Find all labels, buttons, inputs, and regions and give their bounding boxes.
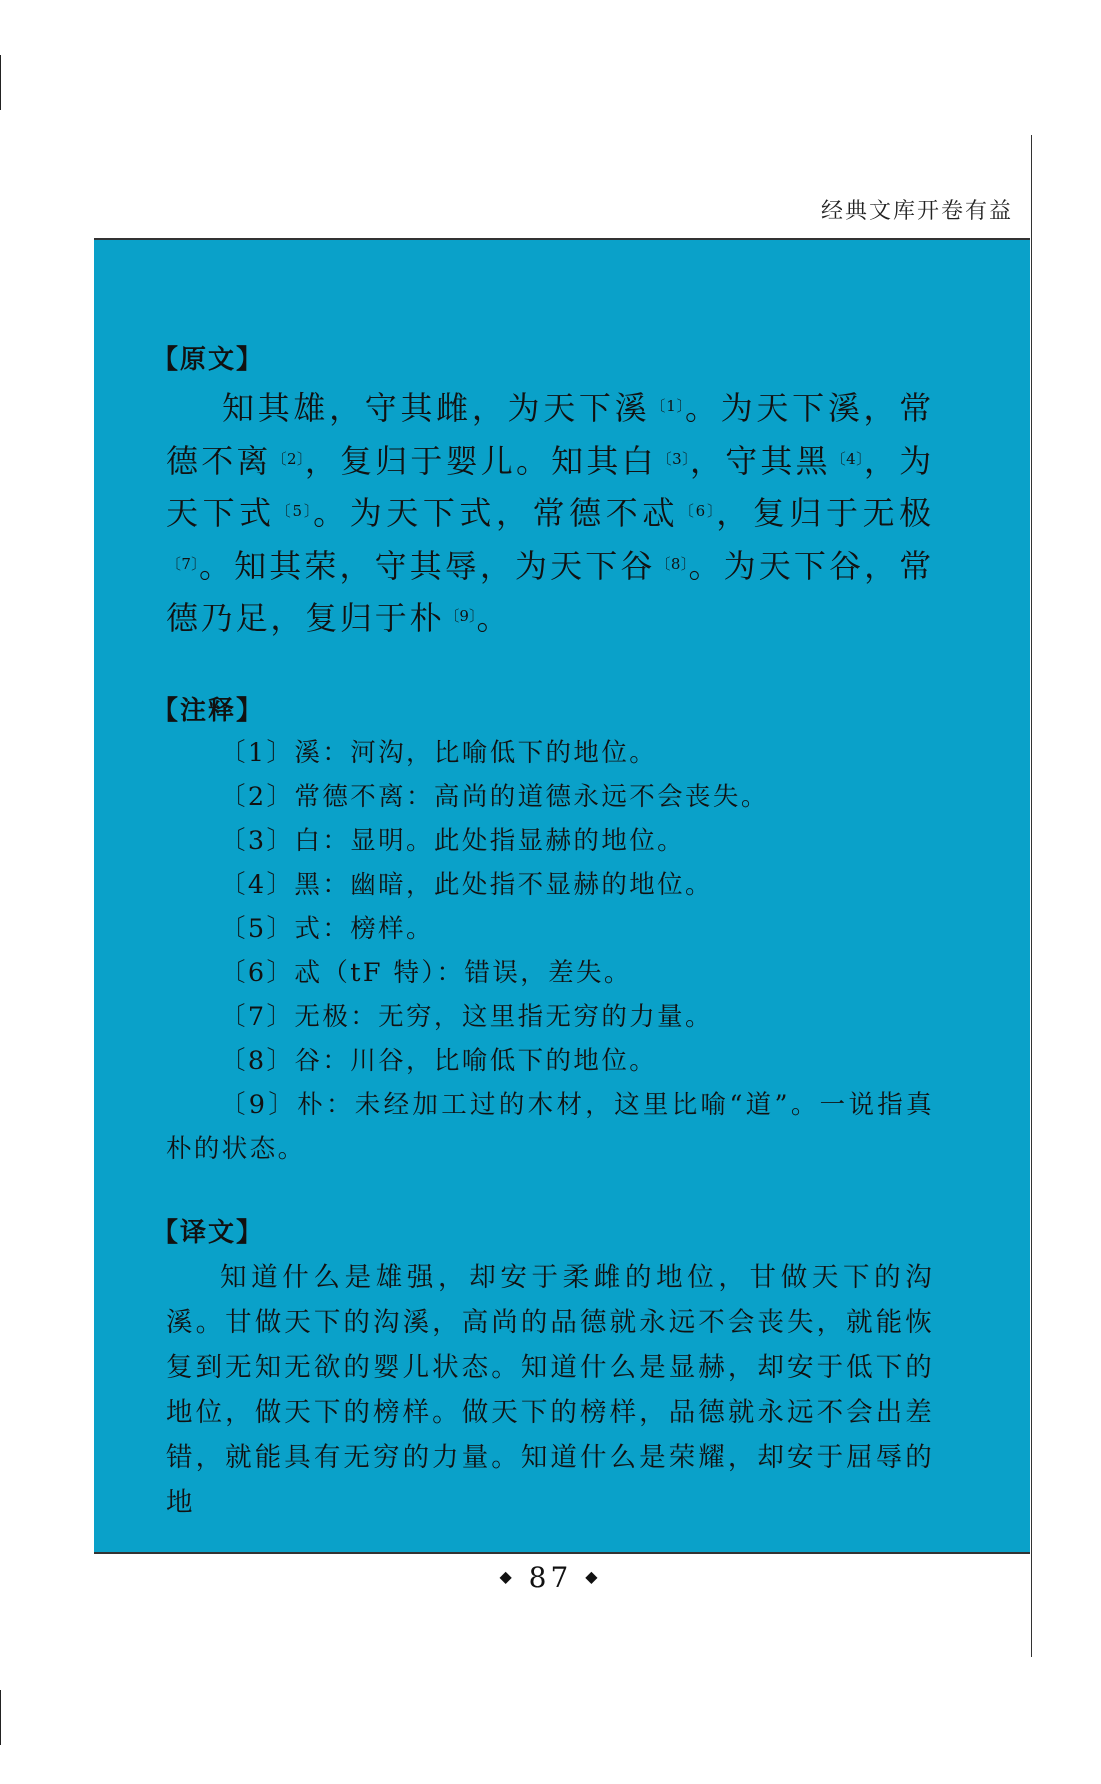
note-marker: 〔8〕 (655, 554, 689, 573)
note-marker: 〔2〕 (271, 449, 305, 468)
diamond-ornament-icon: ◆ (585, 1567, 602, 1586)
original-text (166, 382, 934, 645)
page-edge-rule (1031, 135, 1032, 1657)
original-text-segment: 。为天下谷，常德乃足，复归于朴 (166, 546, 935, 637)
note-item: 〔2〕常德不离：高尚的道德永远不会丧失。 (220, 781, 769, 812)
section-heading-yiwen: 【译文】 (152, 1217, 265, 1248)
original-text-segment: 。知其荣，守其辱，为天下谷 (199, 546, 656, 585)
original-text-segment: 知其雄，守其雌，为天下溪 (222, 389, 651, 427)
note-item: 〔1〕溪：河沟，比喻低下的地位。 (220, 737, 658, 768)
original-text-segment: ，复归于婴儿。知其白 (304, 441, 657, 480)
page-footer (0, 1561, 1101, 1594)
note-marker: 〔5〕 (275, 502, 314, 520)
crop-mark-top-left (0, 55, 1, 110)
page-number: 87 (528, 1561, 573, 1594)
section-heading-yuanwen: 【原文】 (152, 345, 265, 375)
original-text-segment: 。为天下式，常德不忒 (313, 494, 679, 532)
note-item: 〔3〕白：显明。此处指显赫的地位。 (220, 825, 686, 856)
note-item: 〔8〕谷：川谷，比喻低下的地位。 (220, 1045, 658, 1076)
note-item: 〔4〕黑：幽暗，此处指不显赫的地位。 (220, 869, 713, 900)
original-text-segment: ，守其黑 (690, 441, 831, 480)
note-marker: 〔7〕 (166, 554, 199, 573)
original-text-segment: ，为天下式 (166, 441, 935, 532)
original-text-segment: ，复归于无极 (716, 494, 934, 532)
section-heading-zhushi: 【注释】 (152, 695, 265, 726)
notes-list (166, 731, 934, 1171)
note-item: 〔5〕式：榜样。 (220, 913, 434, 944)
note-item: 〔9〕朴：未经加工过的木材，这里比喻“道”。一说指真朴的状态。 (166, 1089, 934, 1164)
diamond-ornament-icon: ◆ (499, 1567, 516, 1586)
note-item: 〔7〕无极：无穷，这里指无穷的力量。 (220, 1001, 713, 1032)
note-marker: 〔3〕 (656, 449, 690, 468)
content-body (152, 340, 935, 1525)
crop-mark-bottom-left (0, 1690, 1, 1745)
translation-text: 知道什么是雄强，却安于柔雌的地位，甘做天下的沟溪。甘做天下的沟溪，高尚的品德就永远不会丧失，就能恢复到无知无欲的婴儿状态。知道什么是显赫，却安于低下的地位，做天下的榜样。做天下的榜样，品德就永远不会出差错，就能具有无穷的力量。知道什么是荣耀，却安于屈辱的地 (166, 1261, 934, 1518)
content-panel (94, 238, 1030, 1554)
note-marker: 〔6〕 (678, 502, 717, 520)
running-title: 经典文库开卷有益 (820, 199, 1013, 224)
note-marker: 〔9〕 (444, 607, 477, 625)
note-marker: 〔1〕 (650, 397, 686, 415)
note-item: 〔6〕忒（tF 特）：错误，差失。 (220, 957, 632, 988)
note-marker: 〔4〕 (830, 449, 865, 468)
original-text-segment: 。为天下溪，常德不离 (166, 389, 935, 480)
original-text-segment: 。 (476, 599, 512, 637)
